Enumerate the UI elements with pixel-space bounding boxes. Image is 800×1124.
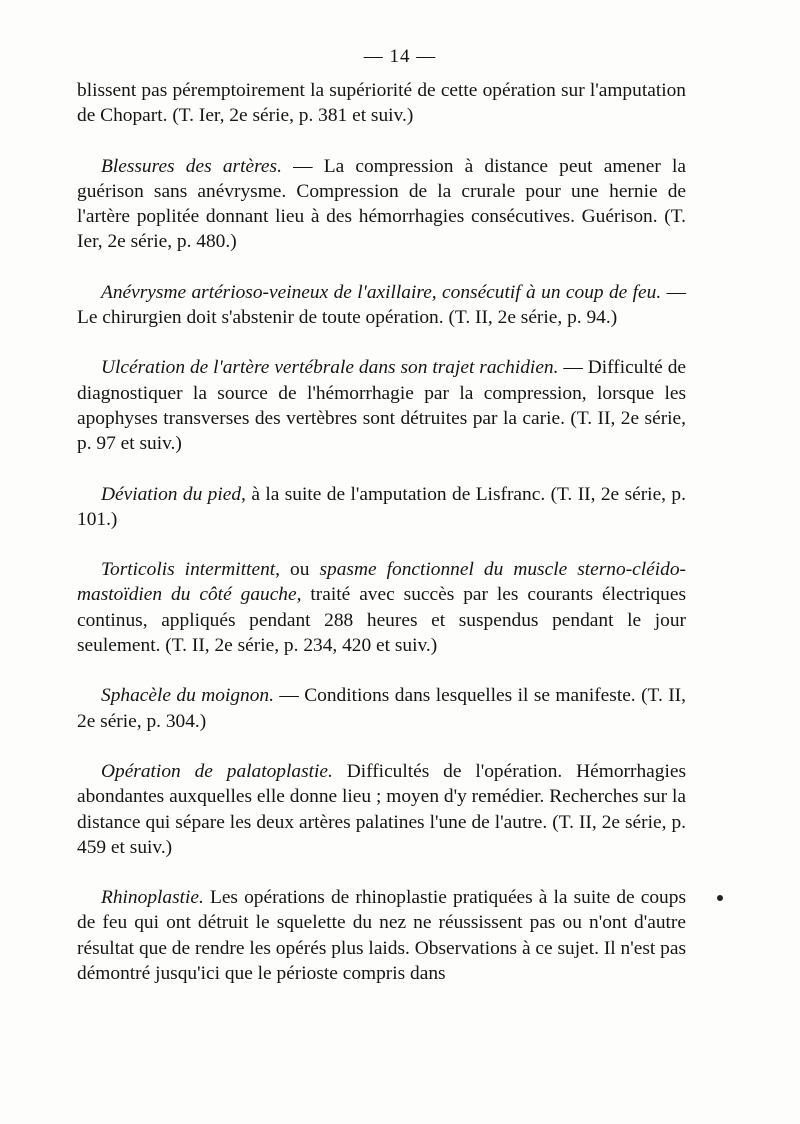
paragraph-text: Les opérations de rhinoplastie pratiquées à la suite de coups de feu qui ont détruit le squelette du nez ne réussissent pas ou n'ont d'autre résultat que de rendre les opérés plus laids. Observations à ce sujet. Il n'est pas démontré jusqu'ici que le périoste compris dans: [77, 887, 686, 985]
paragraph-text: traité avec succès par les courants électriques continus, appliqués pendant 288 heures et suspendus pendant le jour seulement. (T. II, 2e série, p. 234, 420 et suiv.): [77, 584, 687, 657]
paragraph-heading-secondary: spasme fonctionnel du muscle sterno-cléido-mastoïdien du côté gauche,: [77, 559, 686, 606]
paragraph-torticolis: [77, 557, 686, 658]
paragraph-blessures-des-arteres: [77, 154, 686, 255]
paragraph-deviation-du-pied: [77, 482, 686, 533]
paragraph-text: — Le chirurgien doit s'abstenir de toute opération. (T. II, 2e série, p. 94.): [77, 281, 686, 329]
paragraph-heading: Sphacèle du moignon.: [101, 685, 274, 707]
paragraph-text: — La compression à distance peut amener la guérison sans anévrysme. Compression de la crurale pour une hernie de l'artère poplitée donnant lieu à des hémorrhagies consécutives. Guérison. (T. Ier, 2e série, p. 480.): [77, 155, 686, 253]
paragraph-continuation: [77, 78, 686, 129]
page-number: — 14 —: [363, 46, 437, 67]
paragraph-anevrysme-axillaire: [77, 280, 686, 331]
paragraph-connector: ou: [280, 559, 320, 581]
paragraph-text: à la suite de l'amputation de Lisfranc. (T. II, 2e série, p. 101.): [77, 483, 686, 530]
paragraph-heading: Torticolis intermittent,: [101, 559, 281, 581]
paragraph-text: — Conditions dans lesquelles il se manifeste. (T. II, 2e série, p. 304.): [77, 685, 686, 732]
paragraph-text: blissent pas péremptoirement la supériorité de cette opération sur l'amputation de Chopart. (T. Ier, 2e série, p. 381 et suiv.): [77, 80, 686, 127]
paragraph-ulceration-vertebrale: [77, 355, 686, 456]
paragraph-heading: Déviation du pied,: [101, 483, 246, 505]
paragraph-palatoplastie: [77, 759, 686, 860]
paragraph-text: — Difficulté de diagnostiquer la source de l'hémorrhagie par la compression, lorsque les apophyses transverses des vertèbres sont détruites par la carie. (T. II, 2e série, p. 97 et suiv.): [77, 357, 687, 455]
paragraph-heading: Opération de palatoplastie.: [101, 760, 333, 782]
paragraph-heading: Rhinoplastie.: [101, 887, 204, 909]
paragraph-rhinoplastie: [77, 885, 686, 986]
paragraph-heading: Ulcération de l'artère vertébrale dans son trajet rachidien.: [101, 357, 559, 379]
paragraph-heading: Anévrysme artérioso-veineux de l'axillaire, consécutif à un coup de feu.: [101, 281, 662, 303]
page-body: [77, 78, 686, 1011]
paragraph-text: Difficultés de l'opération. Hémorrhagies abondantes auxquelles elle donne lieu ; moyen d'y remédier. Recherches sur la distance qui sépare les deux artères palatines l'une de l'autre. (T. II, 2e série, p. 459 et suiv.): [77, 760, 686, 858]
paragraph-heading: Blessures des artères.: [101, 155, 282, 177]
paragraph-sphacele: [77, 683, 686, 734]
ink-speck: [717, 895, 723, 901]
